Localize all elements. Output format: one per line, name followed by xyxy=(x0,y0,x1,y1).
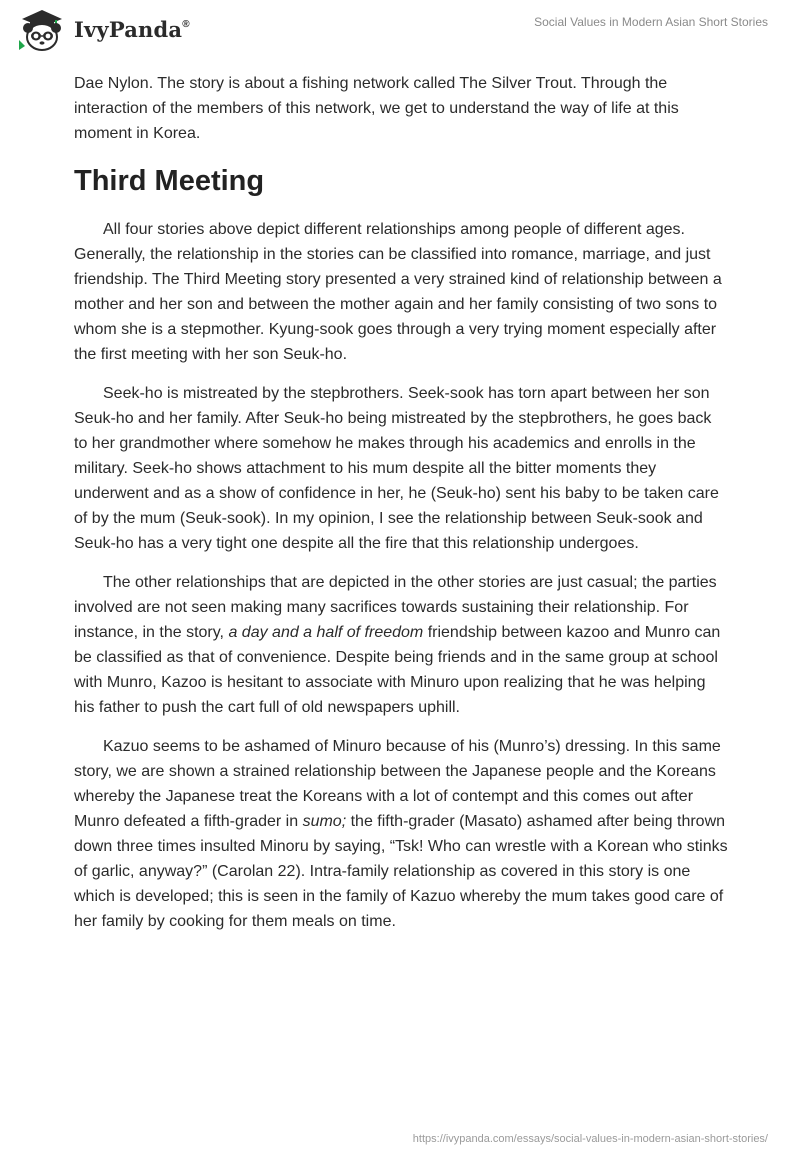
panda-graduation-icon xyxy=(16,6,68,52)
story-title-italic: a day and a half of freedom xyxy=(228,624,424,641)
section-heading: Third Meeting xyxy=(74,165,265,197)
sumo-italic: sumo; xyxy=(302,813,347,830)
body-paragraph: Seek-ho is mistreated by the stepbrothers. Seek-sook has torn apart between her son Seuk-ho and her family. After Seuk-ho being mistreated by the stepbrothers, he goes back to her grandmother where somehow he makes through his academics and enrolls in the military. Seek-ho shows attachment to his mum despite all the bitter moments they underwent and as a show of confidence in her, he (Seuk-ho) sent his baby to be taken care of by the mum (Seuk-sook). In my opinion, I see the relationship between Seuk-sook and Seuk-ho has a very tight one despite all the fire that this relationship undergoes. xyxy=(74,385,719,552)
body-paragraph xyxy=(74,734,728,934)
paragraph-text: the fifth-grader (Masato) ashamed after being thrown down three times insulted Minoru by saying, “Tsk! Who can wrestle with a Korean who stinks of garlic, anyway?” (Carolan 22). Intra-family relationship as covered in this story is one which is developed; this is seen in the family of Kazuo whereby the mum takes good care of her family by cooking for them meals on time. xyxy=(74,813,728,930)
intro-paragraph: Dae Nylon. The story is about a fishing network called The Silver Trout. Through the interaction of the members of this network, we get to understand the way of life at this moment in Korea. xyxy=(74,75,679,142)
essay-content xyxy=(74,71,728,948)
page-header xyxy=(0,0,800,60)
paragraph-text: friendship between kazoo and Munro can be classified as that of convenience. Despite being friends and in the same group at school with Munro, Kazoo is hesitant to associate with Minuro upon realizing that he was helping his father to push the cart full of old newspapers uphill. xyxy=(74,624,721,716)
ivypanda-logo[interactable] xyxy=(16,6,190,52)
document-title: Social Values in Modern Asian Short Stories xyxy=(534,15,768,29)
paragraph-text: The other relationships that are depicted in the other stories are just casual; the parties involved are not seen making many sacrifices towards sustaining their relationship. For instance, in the story, xyxy=(74,574,717,641)
source-url[interactable]: https://ivypanda.com/essays/social-values-in-modern-asian-short-stories/ xyxy=(412,1133,768,1145)
registered-mark: ® xyxy=(182,18,190,30)
body-paragraph xyxy=(74,570,728,720)
body-paragraph: All four stories above depict different relationships among people of different ages. Generally, the relationship in the stories can be classified into romance, marriage, and just friendship. The Third Meeting story presented a very strained kind of relationship between a mother and her son and between the mother again and her family consisting of two sons to whom she is a stepmother. Kyung-sook goes through a very trying moment especially after the first meeting with her son Seuk-ho. xyxy=(74,221,722,363)
brand-name: IvyPanda® xyxy=(74,16,190,42)
paragraph-text: Kazuo seems to be ashamed of Minuro because of his (Munro’s) dressing. In this same story, we are shown a strained relationship between the Japanese people and the Koreans whereby the Japanese treat the Koreans with a lot of contempt and this comes out after Munro defeated a fifth-grader in xyxy=(74,738,721,830)
